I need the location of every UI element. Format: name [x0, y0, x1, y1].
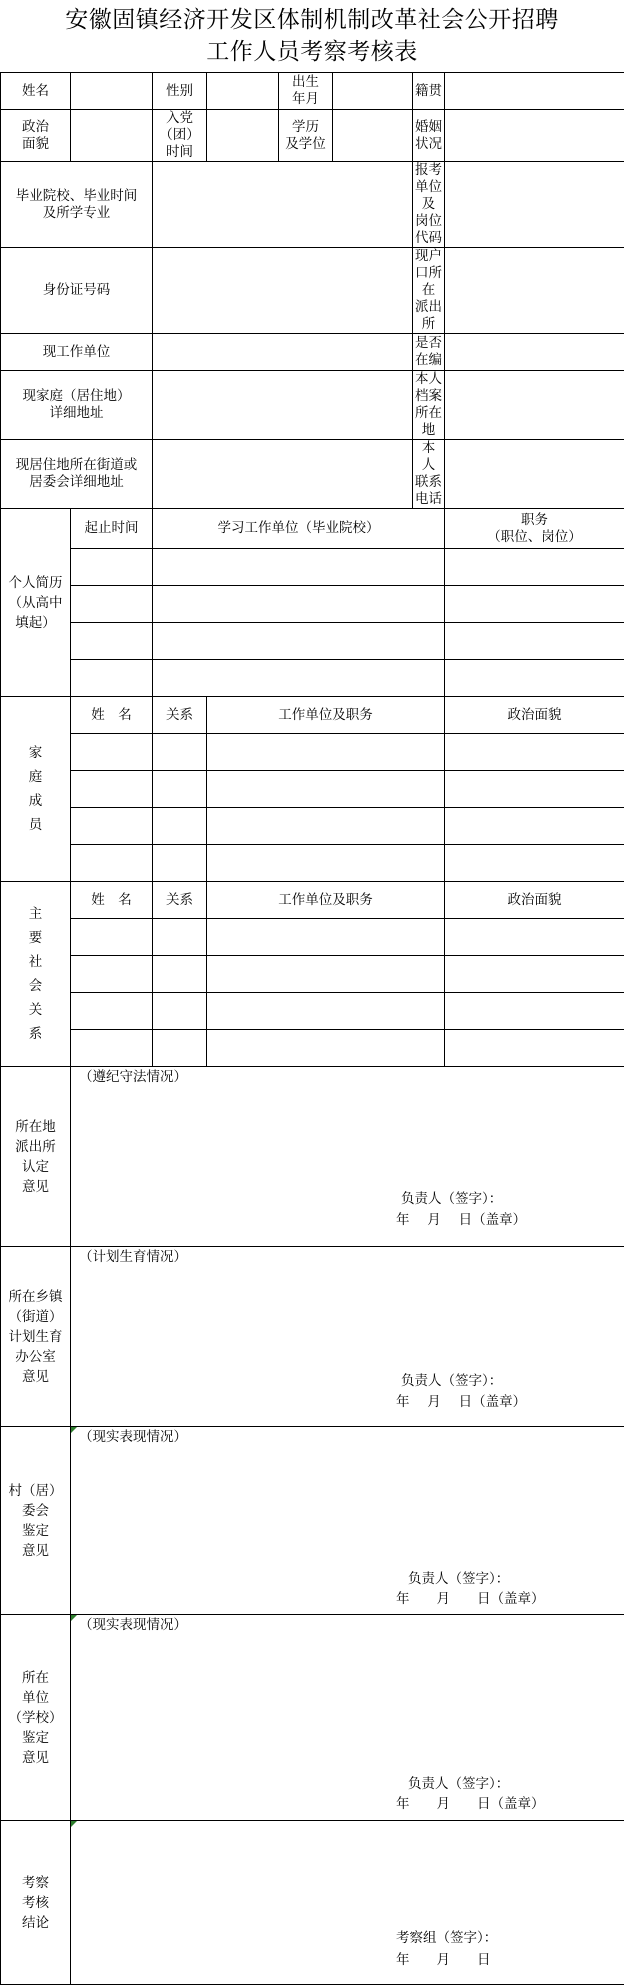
resume-time-field[interactable]	[71, 586, 153, 623]
phone-label-l2: 联系电话	[415, 474, 442, 507]
social-row	[1, 919, 624, 956]
resume-label-l1: 个人简历	[9, 575, 63, 591]
resume-post-field[interactable]	[445, 660, 624, 697]
family-relation-field[interactable]	[153, 808, 207, 845]
education-field[interactable]	[333, 110, 413, 162]
resume-row	[1, 549, 624, 586]
planning-sign-line: 负责人（签字）：	[401, 1373, 502, 1390]
unit-date-line: 年 月 日（盖章）	[396, 1796, 545, 1813]
resume-col-time: 起止时间	[71, 509, 153, 549]
social-relation-field[interactable]	[153, 919, 207, 956]
social-label-char: 关	[29, 1002, 43, 1018]
form-title-line1: 安徽固镇经济开发区体制机制改革社会公开招聘	[0, 4, 624, 36]
family-relation-field[interactable]	[153, 734, 207, 771]
police-label-l3: 认定	[22, 1159, 49, 1175]
resume-row	[1, 660, 624, 697]
police-label-l2: 派出所	[15, 1139, 56, 1155]
family-political-field[interactable]	[445, 808, 624, 845]
conclusion-label-l3: 结论	[22, 1915, 49, 1931]
home-address-field[interactable]	[153, 371, 413, 440]
apply-field[interactable]	[445, 162, 624, 248]
family-col-relation: 关系	[153, 697, 207, 734]
resume-unit-field[interactable]	[153, 623, 445, 660]
planning-label-l1: 所在乡镇	[9, 1289, 63, 1305]
gender-label: 性别	[153, 73, 207, 110]
social-name-field[interactable]	[71, 993, 153, 1030]
village-opinion-field[interactable]	[71, 1427, 624, 1615]
resume-unit-field[interactable]	[153, 660, 445, 697]
party-label-l2: （团）	[159, 127, 200, 143]
hukou-label	[413, 248, 445, 334]
id-number-field[interactable]	[153, 248, 413, 334]
family-name-field[interactable]	[71, 845, 153, 882]
archive-label	[413, 371, 445, 440]
unit-sign-line: 负责人（签字）：	[408, 1776, 509, 1793]
social-label-char: 主	[29, 906, 43, 922]
home-label-l1: 现家庭（居住地）	[23, 388, 131, 404]
political-label-l1: 政治	[22, 119, 49, 135]
village-opinion-label	[1, 1427, 71, 1615]
family-row	[1, 845, 624, 882]
village-opinion-header: （现实表现情况）	[79, 1429, 187, 1446]
family-relation-field[interactable]	[153, 845, 207, 882]
cell-comment-marker-icon	[71, 1427, 77, 1433]
family-name-field[interactable]	[71, 771, 153, 808]
village-sign-line: 负责人（签字）：	[408, 1571, 509, 1588]
resume-row	[1, 586, 624, 623]
political-field[interactable]	[71, 110, 153, 162]
name-field[interactable]	[71, 73, 153, 110]
native-label	[413, 73, 445, 110]
family-label-char: 成	[29, 793, 43, 809]
unit-label-l1: 所在	[22, 1670, 49, 1686]
village-date-line: 年 月 日（盖章）	[396, 1591, 545, 1608]
social-section-label	[1, 882, 71, 1067]
edu-label-l2: 及学位	[285, 136, 326, 152]
social-relation-field[interactable]	[153, 1030, 207, 1067]
village-label-l2: 委会	[22, 1503, 49, 1519]
form-title-line2: 工作人员考察考核表	[0, 36, 624, 68]
family-political-field[interactable]	[445, 771, 624, 808]
social-work-field[interactable]	[207, 956, 445, 993]
conclusion-date-line: 年 月 日	[396, 1952, 491, 1969]
marriage-field[interactable]	[445, 110, 624, 162]
apply-label-l1: 报考单位及	[415, 162, 442, 212]
family-label-char: 家	[29, 745, 43, 761]
birth-label	[279, 73, 333, 110]
school-label-l1: 毕业院校、毕业时间	[16, 188, 138, 204]
family-political-field[interactable]	[445, 845, 624, 882]
social-label-char: 系	[29, 1026, 43, 1042]
social-col-relation: 关系	[153, 882, 207, 919]
family-name-field[interactable]	[71, 734, 153, 771]
social-col-political: 政治面貌	[445, 882, 624, 919]
unit-label-l3: （学校）	[9, 1710, 63, 1726]
family-section-label	[1, 697, 71, 882]
social-name-field[interactable]	[71, 956, 153, 993]
social-row	[1, 993, 624, 1030]
family-label-char: 庭	[29, 769, 43, 785]
family-row	[1, 771, 624, 808]
unit-opinion-field[interactable]	[71, 1615, 624, 1821]
social-work-field[interactable]	[207, 993, 445, 1030]
resume-label-l3: 填起）	[15, 615, 56, 631]
social-relation-field[interactable]	[153, 993, 207, 1030]
birth-label-l1: 出生	[292, 74, 319, 90]
phone-label-l1: 本 人	[422, 440, 436, 473]
party-time-label	[153, 110, 207, 162]
party-label-l1: 入党	[166, 110, 193, 126]
resume-time-field[interactable]	[71, 549, 153, 586]
resume-time-field[interactable]	[71, 660, 153, 697]
police-label-l1: 所在地	[15, 1119, 56, 1135]
police-opinion-header: （遵纪守法情况）	[79, 1069, 187, 1086]
conclusion-label	[1, 1821, 71, 1985]
family-political-field[interactable]	[445, 734, 624, 771]
party-label-l3: 时间	[166, 144, 193, 160]
resume-row	[1, 623, 624, 660]
resume-unit-field[interactable]	[153, 586, 445, 623]
social-name-field[interactable]	[71, 1030, 153, 1067]
gender-field[interactable]	[207, 73, 279, 110]
police-opinion-field[interactable]	[71, 1067, 624, 1247]
social-political-field[interactable]	[445, 993, 624, 1030]
native-field[interactable]	[445, 73, 624, 110]
social-label-char: 社	[29, 954, 43, 970]
social-work-field[interactable]	[207, 919, 445, 956]
unit-label-l4: 鉴定	[22, 1730, 49, 1746]
edu-label-l1: 学历	[292, 119, 319, 135]
planning-label-l3: 计划生育	[9, 1329, 63, 1345]
family-relation-field[interactable]	[153, 771, 207, 808]
in-staff-field[interactable]	[445, 334, 624, 371]
phone-field[interactable]	[445, 440, 624, 509]
native-label-text: 籍贯	[415, 83, 442, 99]
hukou-field[interactable]	[445, 248, 624, 334]
village-label-l1: 村（居）	[9, 1483, 63, 1499]
village-label-l4: 意见	[22, 1543, 49, 1559]
archive-label-l2: 所在地	[415, 405, 442, 438]
conclusion-field[interactable]	[71, 1821, 624, 1985]
resume-unit-field[interactable]	[153, 549, 445, 586]
family-col-name: 姓 名	[71, 697, 153, 734]
resume-col-unit: 学习工作单位（毕业院校）	[153, 509, 445, 549]
social-row	[1, 1030, 624, 1067]
resume-post-l1: 职务	[521, 512, 548, 528]
resume-time-field[interactable]	[71, 623, 153, 660]
planning-label-l4: 办公室	[15, 1349, 56, 1365]
home-label-l2: 详细地址	[50, 405, 104, 421]
unit-opinion-header: （现实表现情况）	[79, 1617, 187, 1634]
social-col-name: 姓 名	[71, 882, 153, 919]
street-label-l2: 居委会详细地址	[29, 474, 124, 490]
hukou-label-l2: 派出所	[415, 299, 442, 332]
family-work-field[interactable]	[207, 734, 445, 771]
family-col-political: 政治面貌	[445, 697, 624, 734]
resume-post-field[interactable]	[445, 586, 624, 623]
social-political-field[interactable]	[445, 919, 624, 956]
planning-opinion-header: （计划生育情况）	[79, 1249, 187, 1266]
hukou-label-l1: 现户口所在	[415, 248, 442, 298]
social-relation-field[interactable]	[153, 956, 207, 993]
unit-label-l2: 单位	[22, 1690, 49, 1706]
phone-label	[413, 440, 445, 509]
cell-comment-marker-icon	[71, 1821, 77, 1827]
assessment-form-table	[0, 72, 624, 1985]
social-col-work: 工作单位及职务	[207, 882, 445, 919]
village-label-l3: 鉴定	[22, 1523, 49, 1539]
apply-label-l2: 岗位代码	[415, 213, 442, 246]
birth-label-l2: 年月	[292, 91, 319, 107]
planning-opinion-label	[1, 1247, 71, 1427]
form-title	[0, 0, 624, 72]
marriage-label-l1: 婚姻	[415, 119, 442, 135]
school-label-l2: 及所学专业	[43, 205, 111, 221]
planning-opinion-field[interactable]	[71, 1247, 624, 1427]
police-label-l4: 意见	[22, 1179, 49, 1195]
social-label-char: 要	[29, 930, 43, 946]
police-opinion-label	[1, 1067, 71, 1247]
resume-section-label	[1, 509, 71, 697]
resume-label-l2: （从高中	[9, 595, 63, 611]
party-time-field[interactable]	[207, 110, 279, 162]
social-label-char: 会	[29, 978, 43, 994]
name-label: 姓名	[1, 73, 71, 110]
planning-label-l5: 意见	[22, 1369, 49, 1385]
resume-post-field[interactable]	[445, 623, 624, 660]
in-staff-label: 是否在编	[413, 334, 445, 371]
work-unit-label: 现工作单位	[1, 334, 153, 371]
planning-label-l2: （街道）	[9, 1309, 63, 1325]
marriage-label	[413, 110, 445, 162]
conclusion-label-l1: 考察	[22, 1875, 49, 1891]
birth-field[interactable]	[333, 73, 413, 110]
school-label	[1, 162, 153, 248]
home-address-label	[1, 371, 153, 440]
marriage-label-l2: 状况	[415, 136, 442, 152]
family-work-field[interactable]	[207, 808, 445, 845]
cell-comment-marker-icon	[71, 1615, 77, 1621]
archive-field[interactable]	[445, 371, 624, 440]
planning-date-line: 年 月 日（盖章）	[396, 1394, 526, 1411]
family-work-field[interactable]	[207, 845, 445, 882]
street-address-label	[1, 440, 153, 509]
social-work-field[interactable]	[207, 1030, 445, 1067]
social-name-field[interactable]	[71, 919, 153, 956]
street-label-l1: 现居住地所在街道或	[16, 457, 138, 473]
conclusion-label-l2: 考核	[22, 1895, 49, 1911]
education-label	[279, 110, 333, 162]
resume-post-field[interactable]	[445, 549, 624, 586]
police-sign-line: 负责人（签字）：	[401, 1191, 502, 1208]
resume-col-post	[445, 509, 624, 549]
social-political-field[interactable]	[445, 1030, 624, 1067]
unit-opinion-label	[1, 1615, 71, 1821]
social-political-field[interactable]	[445, 956, 624, 993]
social-row	[1, 956, 624, 993]
work-unit-field[interactable]	[153, 334, 413, 371]
family-label-char: 员	[29, 817, 43, 833]
archive-label-l1: 本人档案	[415, 371, 442, 404]
family-col-work: 工作单位及职务	[207, 697, 445, 734]
political-label-l2: 面貌	[22, 136, 49, 152]
school-field[interactable]	[153, 162, 413, 248]
id-number-label: 身份证号码	[1, 248, 153, 334]
political-label	[1, 110, 71, 162]
apply-label	[413, 162, 445, 248]
street-address-field[interactable]	[153, 440, 413, 509]
conclusion-sign-line: 考察组（签字）：	[396, 1930, 497, 1947]
resume-post-l2: （职位、岗位）	[487, 529, 582, 545]
unit-label-l5: 意见	[22, 1750, 49, 1766]
family-name-field[interactable]	[71, 808, 153, 845]
police-date-line: 年 月 日（盖章）	[396, 1212, 526, 1229]
family-work-field[interactable]	[207, 771, 445, 808]
family-row	[1, 734, 624, 771]
family-row	[1, 808, 624, 845]
